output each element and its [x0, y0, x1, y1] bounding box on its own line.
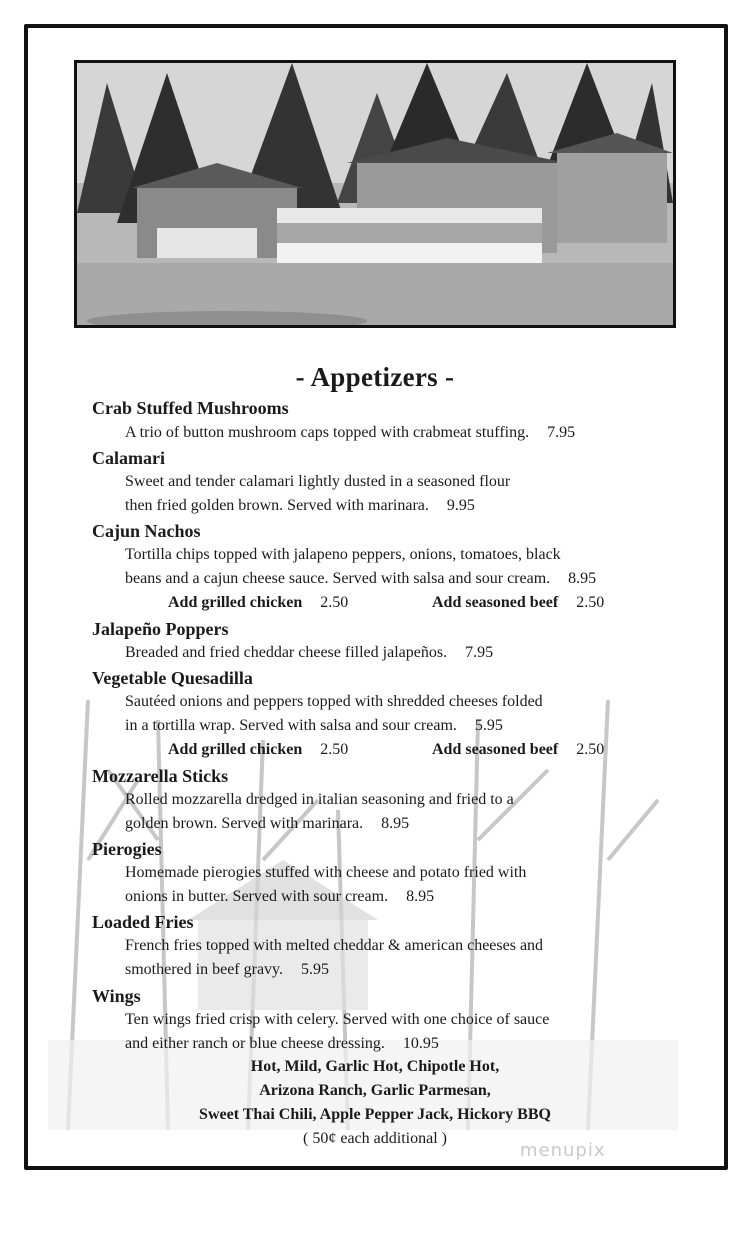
item-description: French fries topped with melted cheddar & american cheeses and [125, 937, 544, 954]
addon-grilled-chicken: Add grilled chicken 2.50 [168, 741, 349, 758]
item-name-loaded-fries: Loaded Fries [92, 912, 194, 932]
item-name-wings: Wings [92, 986, 141, 1006]
item-description: Breaded and fried cheddar cheese filled jalapeños. 7.95 [125, 644, 494, 661]
sauce-list-line: Arizona Ranch, Garlic Parmesan, [259, 1082, 491, 1099]
addon-grilled-chicken: Add grilled chicken 2.50 [168, 594, 349, 611]
item-price: 5.95 [474, 717, 503, 734]
item-description: Sweet and tender calamari lightly dusted in a seasoned flour [125, 473, 511, 490]
item-description: Sautéed onions and peppers topped with shredded cheeses folded [125, 693, 543, 710]
item-description: in a tortilla wrap. Served with salsa and sour cream. 5.95 [125, 717, 503, 734]
item-name-crab-stuffed-mushrooms: Crab Stuffed Mushrooms [92, 398, 289, 418]
item-description: Homemade pierogies stuffed with cheese and potato fried with [125, 864, 527, 881]
item-price: 8.95 [406, 888, 435, 905]
item-description: Ten wings fried crisp with celery. Served with one choice of sauce [125, 1011, 550, 1028]
item-price: 8.95 [381, 815, 410, 832]
item-price: 5.95 [301, 961, 330, 978]
item-description: then fried golden brown. Served with marinara. 9.95 [125, 497, 475, 514]
watermark-logo: menupix [520, 1140, 606, 1161]
item-price: 8.95 [568, 570, 597, 587]
item-description: and either ranch or blue cheese dressing. 10.95 [125, 1035, 439, 1052]
item-description: smothered in beef gravy. 5.95 [125, 961, 330, 978]
sauce-list-line: Sweet Thai Chili, Apple Pepper Jack, Hickory BBQ [199, 1106, 551, 1123]
item-description: onions in butter. Served with sour cream. 8.95 [125, 888, 435, 905]
item-name-cajun-nachos: Cajun Nachos [92, 521, 201, 541]
item-description: Rolled mozzarella dredged in italian seasoning and fried to a [125, 791, 514, 808]
item-name-jalapeno-poppers: Jalapeño Poppers [92, 619, 229, 639]
item-description: golden brown. Served with marinara. 8.95 [125, 815, 410, 832]
item-price: 7.95 [465, 644, 494, 661]
sauce-list-line: Hot, Mild, Garlic Hot, Chipotle Hot, [250, 1058, 500, 1075]
item-name-mozzarella-sticks: Mozzarella Sticks [92, 766, 229, 786]
sauce-note: ( 50¢ each additional ) [303, 1130, 447, 1147]
item-price: 10.95 [402, 1035, 439, 1052]
item-name-pierogies: Pierogies [92, 839, 162, 859]
item-description: A trio of button mushroom caps topped with crabmeat stuffing. 7.95 [125, 424, 576, 441]
item-name-calamari: Calamari [92, 448, 165, 468]
section-title: - Appetizers - [295, 362, 455, 392]
item-price: 9.95 [446, 497, 475, 514]
item-description: beans and a cajun cheese sauce. Served with salsa and sour cream. 8.95 [125, 570, 597, 587]
item-description: Tortilla chips topped with jalapeno peppers, onions, tomatoes, black [125, 546, 561, 563]
item-price: 7.95 [547, 424, 576, 441]
item-name-vegetable-quesadilla: Vegetable Quesadilla [92, 668, 253, 688]
addon-seasoned-beef: Add seasoned beef 2.50 [432, 594, 605, 611]
addon-seasoned-beef: Add seasoned beef 2.50 [432, 741, 605, 758]
